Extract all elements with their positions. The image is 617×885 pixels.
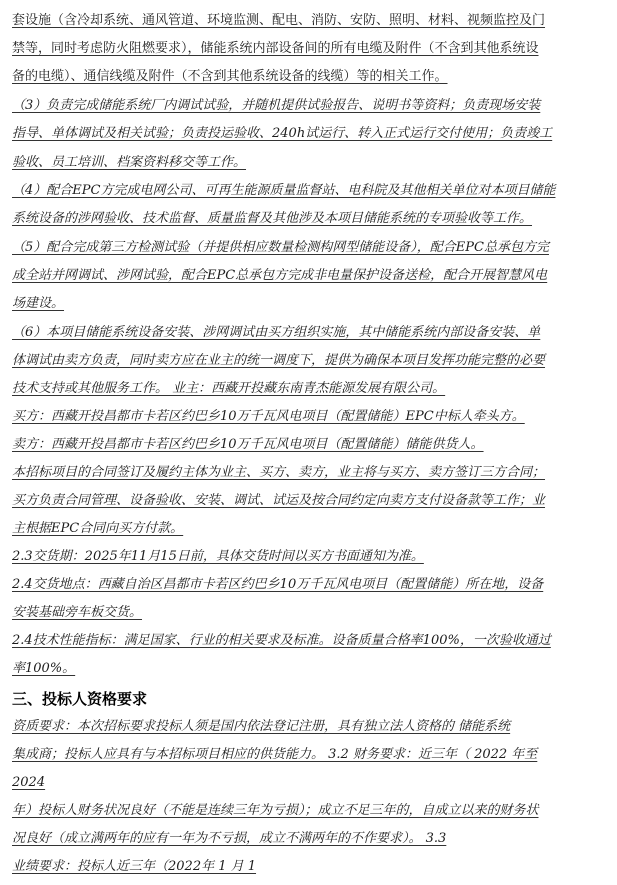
text-line: 2024 [12, 775, 46, 790]
text-line: 集成商；投标人应具有与本招标项目相应的供货能力。 3.2 财务要求：近三年（ 2022 年至 [12, 747, 538, 762]
text-line: 禁等，同时考虑防火阻燃要求），储能系统内部设备间的所有电缆及附件（不含到其他系统设 [12, 41, 539, 56]
text-line: 技术支持或其他服务工作。 业主：西藏开投藏东南青杰能源发展有限公司。 [12, 381, 446, 396]
text-line: （5）配合完成第三方检测试验（并提供相应数量检测构网型储能设备），配合EPC总承包方完 [12, 240, 549, 255]
text-line: 业绩要求：投标人近三年（2022年 1 月 1 [12, 859, 257, 874]
text-line: 年）投标人财务状况良好（不能是连续三年为亏损）；成立不足三年的，自成立以来的财务状 [12, 803, 539, 818]
text-line: 买方负责合同管理、设备验收、安装、调试、试运及按合同约定向卖方支付设备款等工作；业 [12, 493, 546, 508]
text-line: 主根据EPC合同向买方付款。 [12, 521, 184, 536]
text-line: 体调试由卖方负责，同时卖方应在业主的统一调度下，提供为确保本项目发挥功能完整的必要 [12, 353, 546, 368]
text-line: 验收、员工培训、档案资料移交等工作。 [12, 155, 247, 170]
section-heading: 三、投标人资格要求 [12, 690, 148, 708]
text-line: 本招标项目的合同签订及履约主体为业主、买方、卖方，业主将与买方、卖方签订三方合同； [12, 465, 546, 480]
text-line: 率100%。 [12, 661, 76, 676]
text-line: 2.4交货地点：西藏自治区昌都市卡若区约巴乡10万千瓦风电项目（配置储能）所在地，设备 [12, 577, 544, 592]
text-line: 况良好（成立满两年的应有一年为不亏损，成立不满两年的不作要求）。 3.3 [12, 831, 447, 846]
text-line: 场建设。 [12, 296, 65, 311]
text-line: （6）本项目储能系统设备安装、涉网调试由买方组织实施，其中储能系统内部设备安装、单 [12, 325, 541, 340]
text-line: 资质要求：本次招标要求投标人须是国内依法登记注册，具有独立法人资格的 储能系统 [12, 719, 511, 734]
text-line: 卖方：西藏开投昌都市卡若区约巴乡10万千瓦风电项目（配置储能）储能供货人。 [12, 437, 484, 452]
text-line: （4）配合EPC方完成电网公司、可再生能源质量监督站、电科院及其他相关单位对本项目储能 [12, 183, 556, 198]
text-line: 成全站并网调试、涉网试验，配合EPC总承包方完成非电量保护设备送检，配合开展智慧风电 [12, 268, 548, 283]
text-line: （3）负责完成储能系统厂内调试试验，并随机提供试验报告、说明书等资料；负责现场安装 [12, 98, 541, 113]
text-line: 买方：西藏开投昌都市卡若区约巴乡10万千瓦风电项目（配置储能）EPC中标人牵头方。 [12, 409, 525, 424]
text-line: 2.3交货期：2025年11月15日前，具体交货时间以买方书面通知为准。 [12, 549, 424, 564]
text-line: 备的电缆）、通信线缆及附件（不含到其他系统设备的线缆）等的相关工作。 [12, 69, 448, 84]
text-line: 指导、单体调试及相关试验；负责投运验收、240h试运行、转入正式运行交付使用；负责竣工 [12, 126, 553, 141]
text-line: 安装基础旁车板交货。 [12, 605, 143, 620]
text-line: 套设施（含冷却系统、通风管道、环境监测、配电、消防、安防、照明、材料、视频监控及门 [12, 13, 546, 28]
text-line: 2.4技术性能指标：满足国家、行业的相关要求及标准。设备质量合格率100%，一次验收通过 [12, 633, 551, 648]
text-line: 系统设备的涉网验收、技术监督、质量监督及其他涉及本项目储能系统的专项验收等工作。 [12, 211, 533, 226]
